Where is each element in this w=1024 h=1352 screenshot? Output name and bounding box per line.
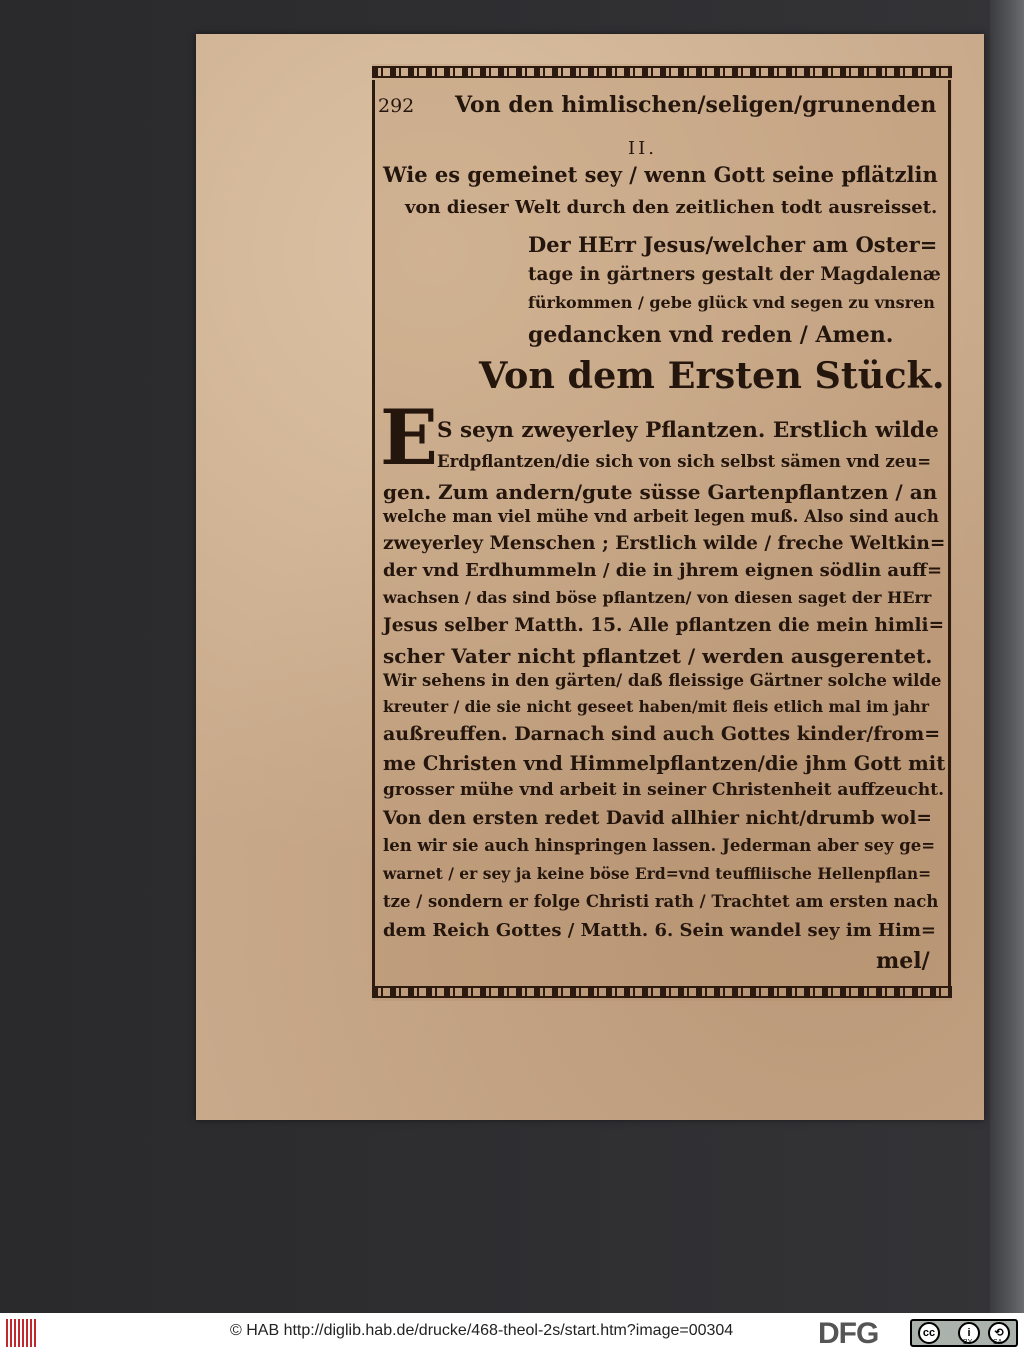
body-line: zweyerley Menschen ; Erstlich wilde / freche Weltkin= <box>383 533 946 554</box>
body-line: Von den ersten redet David allhier nicht/drumb wol= <box>383 808 932 829</box>
body-line: S seyn zweyerley Pflantzen. Erstlich wilde <box>437 418 939 443</box>
page-number: 292 <box>378 95 415 117</box>
body-line: dem Reich Gottes / Matth. 6. Sein wandel sey im Him= <box>383 920 936 941</box>
section-heading-line: Wie es gemeinet sey / wenn Gott seine pflätzlin <box>383 162 938 187</box>
body-line: kreuter / die sie nicht geseet haben/mit fleis etlich mal im jahr <box>383 697 929 716</box>
dfg-logo: DFG <box>818 1317 879 1350</box>
attribution-icon: i <box>958 1322 980 1344</box>
body-line: grosser mühe vnd arbeit in seiner Christenheit auffzeucht. <box>383 780 944 800</box>
sa-label: SA <box>993 1339 1003 1346</box>
top-ornament-rule <box>372 66 952 78</box>
adjacent-page-edge <box>990 0 1024 1313</box>
copyright-link[interactable]: © HAB http://diglib.hab.de/drucke/468-theol-2s/start.htm?image=00304 <box>230 1322 734 1339</box>
body-line: der vnd Erdhummeln / die in jhrem eignen södlin auff= <box>383 560 943 581</box>
body-line: me Christen vnd Himmelpflantzen/die jhm Gott mit <box>383 752 946 775</box>
body-line: warnet / er sey ja keine böse Erd=vnd teuffliische Hellenpflan= <box>383 864 932 883</box>
running-head: Von den himlischen/seligen/grunenden <box>455 92 937 118</box>
section-number: II. <box>628 138 657 159</box>
bottom-ornament-rule <box>372 986 952 998</box>
prayer-line: fürkommen / gebe glück vnd segen zu vnsren <box>528 293 935 312</box>
cc-icon: cc <box>918 1322 940 1344</box>
body-line: außreuffen. Darnach sind auch Gottes kinder/from= <box>383 723 941 745</box>
body-line: wachsen / das sind böse pflantzen/ von diesen saget der HErr <box>383 588 932 607</box>
left-frame-rule <box>372 80 375 986</box>
creative-commons-badge[interactable] <box>910 1319 1018 1347</box>
by-label: BY <box>963 1339 973 1346</box>
body-line: Erdpflantzen/die sich von sich selbst sämen vnd zeu= <box>437 452 932 471</box>
section-heading-line: von dieser Welt durch den zeitlichen todt ausreisset. <box>405 197 938 218</box>
body-line: gen. Zum andern/gute süsse Gartenpflantzen / an <box>383 480 938 504</box>
body-line: len wir sie auch hinspringen lassen. Jederman aber sey ge= <box>383 836 936 855</box>
footer-bar <box>0 1313 1024 1352</box>
prayer-line: tage in gärtners gestalt der Magdalenæ <box>528 264 941 285</box>
body-line: scher Vater nicht pflantzet / werden ausgerentet. <box>383 644 933 668</box>
body-line: welche man viel mühe vnd arbeit legen muß. Also sind auch <box>383 507 939 526</box>
body-line: Wir sehens in den gärten/ daß fleissige Gärtner solche wilde <box>383 671 942 690</box>
prayer-line: Der HErr Jesus/welcher am Oster= <box>528 232 938 257</box>
share-alike-icon: ⟲ <box>988 1322 1010 1344</box>
library-logo-icon <box>6 1319 40 1347</box>
body-line: tze / sondern er folge Christi rath / Trachtet am ersten nach <box>383 892 939 911</box>
drop-cap: E <box>380 393 438 482</box>
chapter-title: Von dem Ersten Stück. <box>479 354 945 397</box>
prayer-line: gedancken vnd reden / Amen. <box>528 322 894 348</box>
body-line: Jesus selber Matth. 15. Alle pflantzen die mein himli= <box>383 615 945 636</box>
body-line: mel/ <box>876 948 930 974</box>
right-frame-rule <box>948 80 951 986</box>
